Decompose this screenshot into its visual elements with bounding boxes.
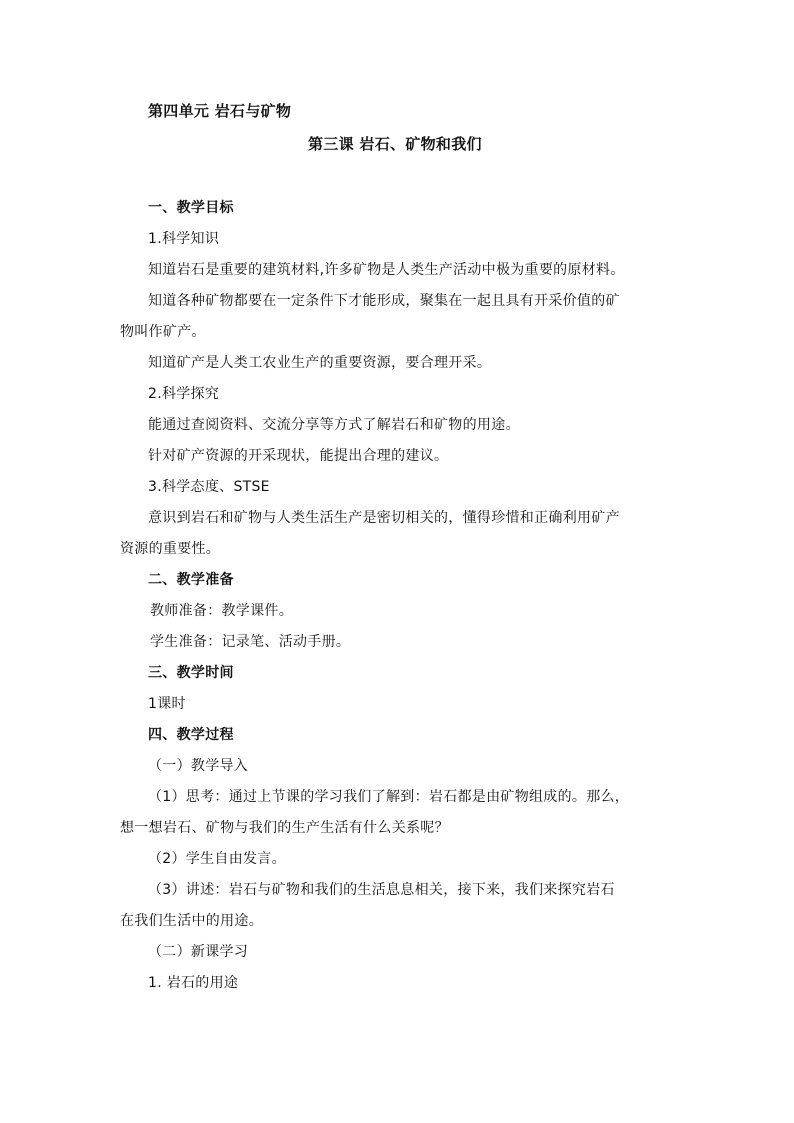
paragraph-continuation: 物叫作矿产。	[120, 324, 206, 340]
step-item: （1）思考：通过上节课的学习我们了解到：岩石都是由矿物组成的。那么，	[148, 789, 630, 805]
paragraph: 针对矿产资源的开采现状，能提出合理的建议。	[148, 448, 449, 464]
paragraph: 知道岩石是重要的建筑材料,许多矿物是人类生产活动中极为重要的原材料。	[148, 262, 625, 278]
subheading-attitude: 3.科学态度、STSE	[148, 479, 270, 495]
paragraph: 意识到岩石和矿物与人类生活生产是密切相关的，懂得珍惜和正确利用矿产	[148, 510, 620, 526]
step-item-continuation: 在我们生活中的用途。	[120, 913, 263, 929]
subheading-inquiry: 2.科学探究	[148, 386, 220, 402]
section-heading-process: 四、教学过程	[148, 727, 234, 743]
paragraph: 知道各种矿物都要在一定条件下才能形成，聚集在一起且具有开采价值的矿	[148, 293, 620, 309]
paragraph: 能通过查阅资料、交流分享等方式了解岩石和矿物的用途。	[148, 417, 520, 433]
unit-title: 第四单元 岩石与矿物	[148, 102, 292, 120]
section-heading-preparation: 二、教学准备	[148, 572, 234, 588]
part-heading-intro: （一）教学导入	[148, 758, 249, 774]
time-value: 1课时	[148, 696, 186, 712]
student-preparation: 学生准备：记录笔、活动手册。	[150, 634, 351, 650]
lesson-title: 第三课 岩石、矿物和我们	[308, 135, 482, 153]
paragraph: 知道矿产是人类工农业生产的重要资源，要合理开采。	[148, 355, 492, 371]
topic-heading: 1. 岩石的用途	[148, 975, 239, 991]
subheading-knowledge: 1.科学知识	[148, 231, 220, 247]
step-item-continuation: 想一想岩石、矿物与我们的生产生活有什么关系呢？	[120, 820, 449, 836]
paragraph-continuation: 资源的重要性。	[120, 541, 221, 557]
step-item: （3）讲述：岩石与矿物和我们的生活息息相关，接下来，我们来探究岩石	[148, 882, 615, 898]
teacher-preparation: 教师准备：教学课件。	[150, 603, 293, 619]
part-heading-new-lesson: （二）新课学习	[148, 944, 249, 960]
step-item: （2）学生自由发言。	[148, 851, 286, 867]
section-heading-time: 三、教学时间	[148, 665, 234, 681]
section-heading-goals: 一、教学目标	[148, 200, 234, 216]
